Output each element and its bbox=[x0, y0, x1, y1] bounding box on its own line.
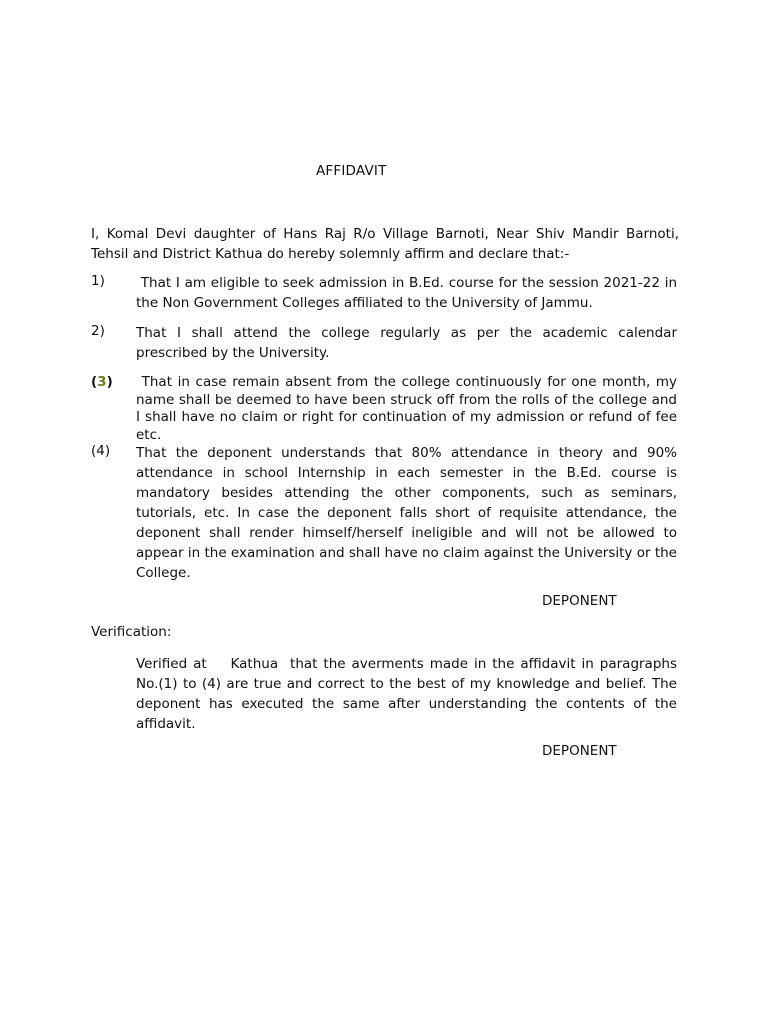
item-text: That the deponent understands that 80% attendance in theory and 90% attendance in school Internship in each semester in the B.Ed. course is mandatory besides attending the other components, such as seminars, tutorials, etc. In case the deponent falls short of requisite attendance, the deponent shall render himself/herself ineligible and will not be allowed to appear in the examination and shall have no claim against the University or the College. bbox=[136, 445, 677, 581]
verification-paragraph: Verified at Kathua that the averments made in the affidavit in paragraphs No.(1) to (4) are true and correct to the best of my knowledge and belief. The deponent has executed the same after understanding the contents of the affidavit. bbox=[136, 656, 682, 732]
item-number-digit: 3 bbox=[97, 374, 107, 390]
item-number-close: ) bbox=[106, 374, 113, 390]
item-text: That in case remain absent from the college continuously for one month, my name shall be deemed to have been struck off from the rolls of the college and I shall have no claim or right for continuation of my admission or refund of fee etc. bbox=[136, 374, 682, 443]
intro-paragraph: I, Komal Devi daughter of Hans Raj R/o Village Barnoti, Near Shiv Mandir Barnoti, Tehsil and District Kathua do hereby solemnly affirm and declare that:- bbox=[91, 226, 679, 262]
deponent-signature-label: DEPONENT bbox=[542, 743, 617, 759]
item-number bbox=[91, 374, 113, 390]
verification-heading: Verification: bbox=[91, 624, 172, 640]
document-title: AFFIDAVIT bbox=[316, 163, 387, 179]
deponent-signature-label: DEPONENT bbox=[542, 593, 617, 609]
item-number-open: ( bbox=[91, 374, 98, 390]
item-number: 2) bbox=[91, 323, 105, 339]
item-text: That I am eligible to seek admission in B.Ed. course for the session 2021-22 in the Non Government Colleges affiliated to the University of Jammu. bbox=[136, 275, 682, 311]
item-number: 1) bbox=[91, 273, 105, 289]
item-text: That I shall attend the college regularly as per the academic calendar prescribed by the University. bbox=[136, 325, 677, 361]
item-number: (4) bbox=[91, 443, 111, 459]
